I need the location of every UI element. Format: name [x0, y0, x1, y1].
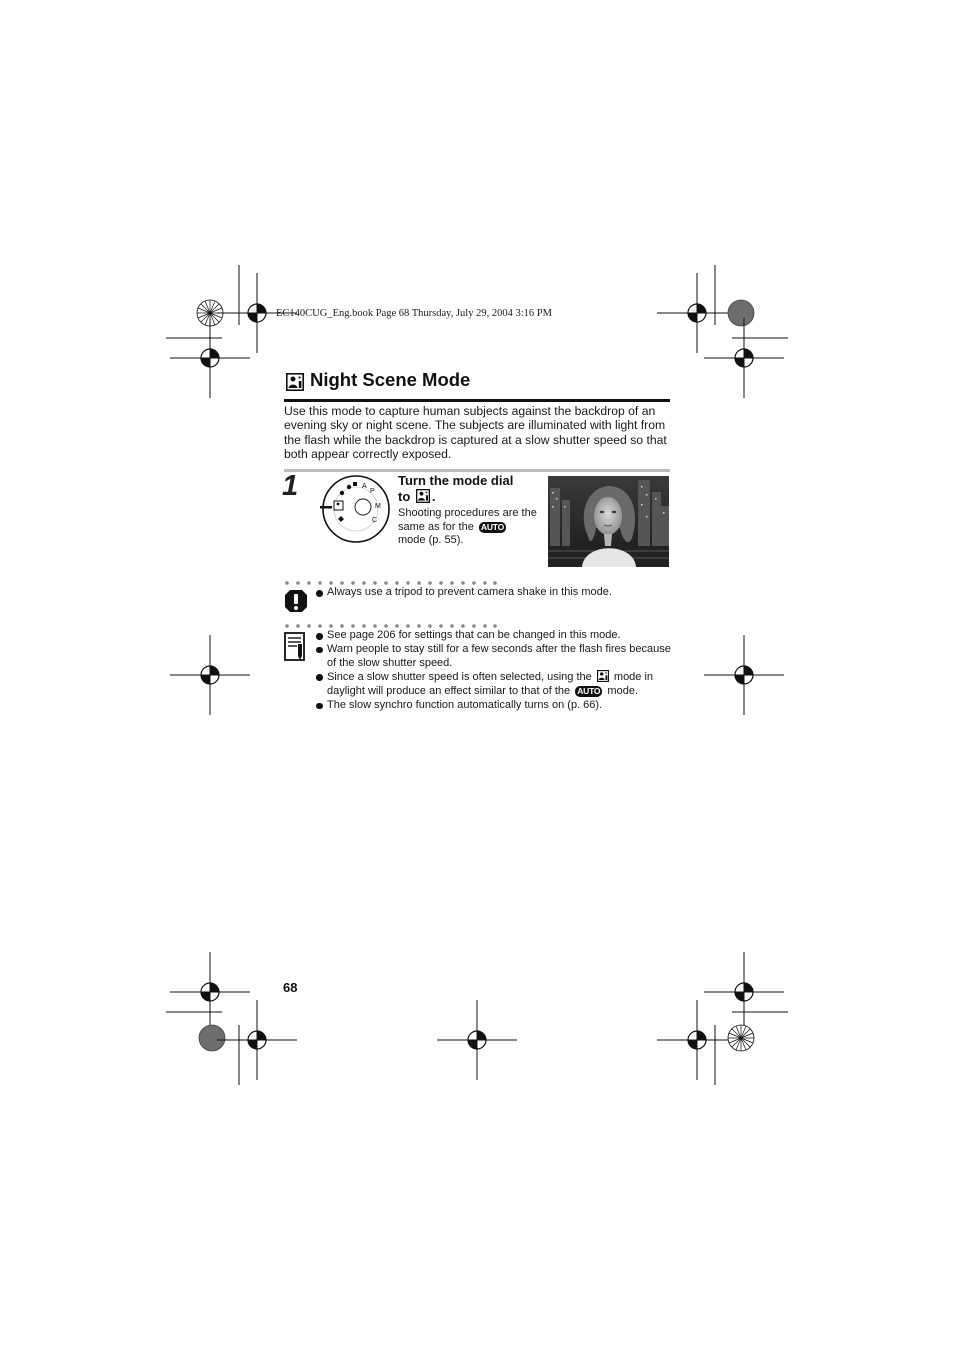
step-title-to: to [398, 489, 411, 504]
step-body-text-1: Shooting procedures are the same as for the [398, 507, 537, 533]
note-item [316, 670, 676, 699]
note-item-text: Since a slow shutter speed is often selected, using the [327, 671, 592, 684]
note-item-text: mode. [607, 685, 638, 698]
note-item: See page 206 for settings that can be changed in this mode. [316, 629, 676, 643]
section-title: Night Scene Mode [310, 369, 471, 390]
intro-paragraph: Use this mode to capture human subjects against the backdrop of an evening sky or night scene. The subjects are illuminated with light from the flash while the backdrop is captured at a slow shutter speed so that both appear correctly exposed. [284, 404, 667, 462]
page-number: 68 [283, 980, 298, 995]
note-item: Warn people to stay still for a few seconds after the flash fires because of the slow shutter speed. [316, 643, 676, 671]
step-title-period: . [431, 489, 436, 504]
caution-list [316, 586, 676, 600]
auto-mode-icon: AUTO [480, 521, 505, 532]
dial-label-m: M [375, 503, 381, 510]
step-body-text-2: mode (p. 55). [398, 534, 464, 546]
night-scene-icon [286, 373, 304, 391]
caution-icon [284, 589, 308, 613]
note-item: The slow synchro function automatically turns on (p. 66). [316, 699, 676, 713]
step-number: 1 [282, 470, 299, 502]
mode-dial-illustration [318, 473, 390, 545]
book-file-info: EC140CUG_Eng.book Page 68 Thursday, July 29, 2004 3:16 PM [276, 308, 552, 319]
night-portrait-photo [548, 476, 669, 567]
step-divider [284, 469, 670, 472]
memo-icon [284, 632, 308, 662]
night-scene-icon [597, 670, 609, 682]
caution-item: Always use a tripod to prevent camera shake in this mode. [316, 586, 676, 600]
step-title-text: Turn the mode dial [398, 473, 514, 488]
section-title-row [284, 369, 670, 402]
dial-label-c: C [372, 517, 378, 524]
dial-label-p: P [370, 488, 375, 495]
night-scene-icon [416, 489, 430, 503]
dial-label-a: A [362, 483, 367, 490]
auto-mode-icon: AUTO [577, 686, 601, 697]
step-description [398, 507, 538, 548]
step-title [398, 473, 538, 505]
note-item-text: mode in daylight will produce an effect similar to that of the [327, 671, 654, 698]
notes-list [316, 629, 676, 713]
